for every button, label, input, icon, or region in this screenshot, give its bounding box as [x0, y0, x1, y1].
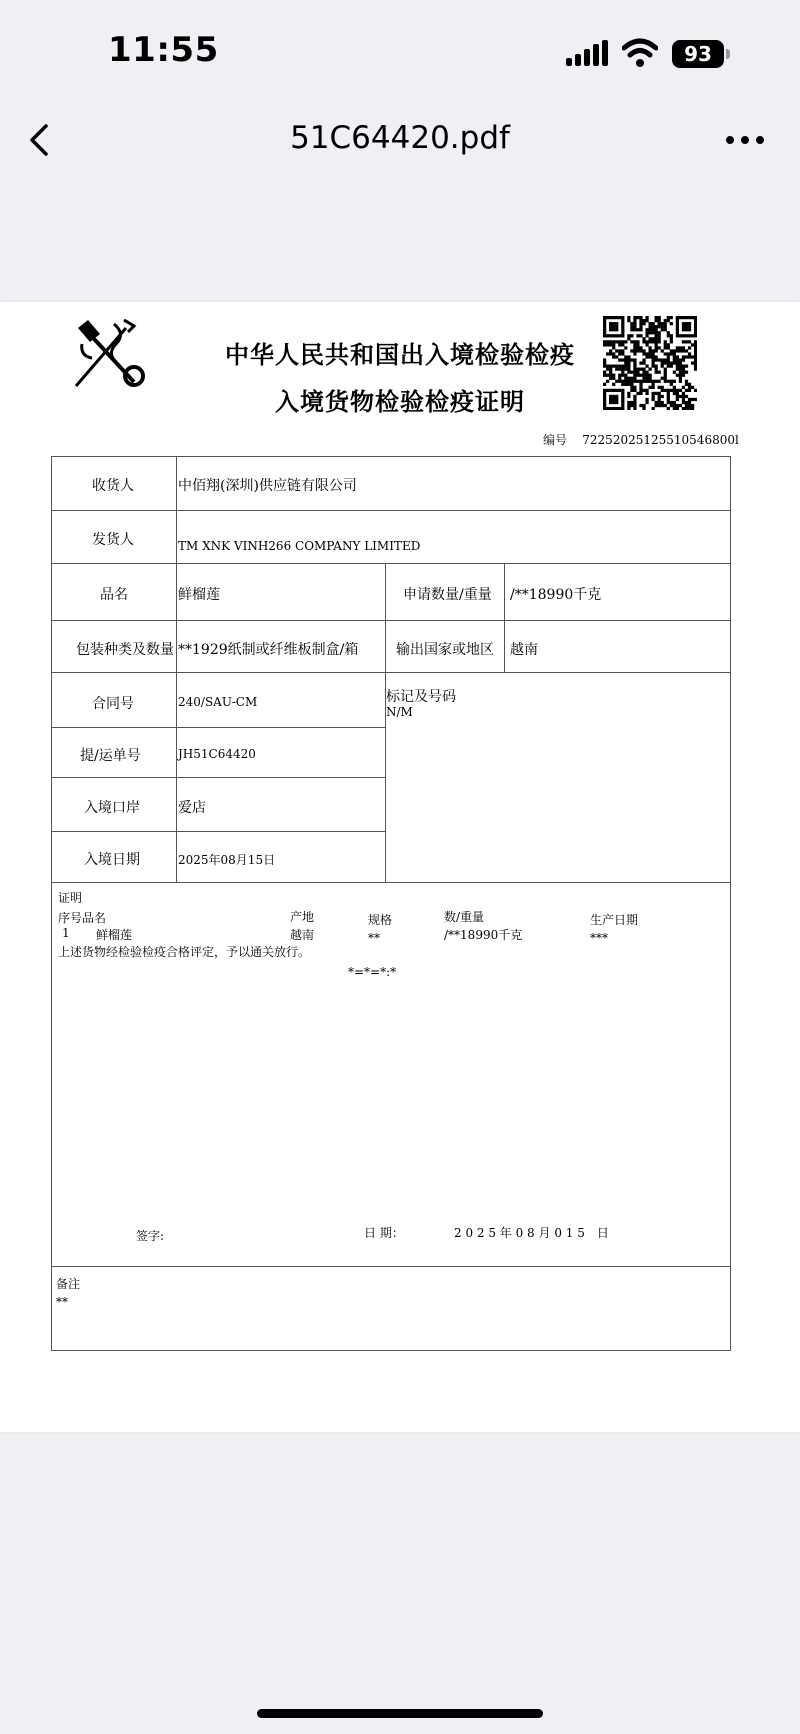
col-no-name: 序号品名: [58, 911, 107, 925]
col-origin: 产地: [290, 910, 315, 924]
item-spec: **: [368, 931, 380, 945]
more-options-icon[interactable]: [724, 128, 766, 152]
back-chevron-icon[interactable]: [26, 120, 56, 160]
consignee-value: 中佰翔(深圳)供应链有限公司: [178, 478, 357, 494]
remarks-label: 备注: [56, 1277, 81, 1291]
packing-value: **1929纸制或纤维板制盒/箱: [178, 642, 359, 658]
marks-label: 标记及号码: [386, 689, 456, 705]
cellular-signal-icon: [566, 40, 610, 68]
consignor-value: TM XNK VINH266 COMPANY LIMITED: [178, 539, 421, 553]
document-heading-line2: 入境货物检验检疫证明: [275, 387, 525, 416]
item-number: 1: [62, 926, 70, 940]
product-value: 鲜榴莲: [178, 587, 220, 603]
item-origin: 越南: [290, 928, 315, 942]
col-production-date: 生产日期: [590, 913, 639, 927]
certificate-number: [543, 431, 739, 448]
origin-label: 输出国家或地区: [396, 642, 494, 658]
packing-label: 包装种类及数量: [76, 642, 174, 658]
consignee-label: 收货人: [92, 478, 134, 494]
certificate-number-value: 72252025125510546800l: [582, 433, 739, 447]
document-title: 51C64420.pdf: [290, 120, 510, 156]
contract-value: 240/SAU-CM: [178, 695, 258, 709]
contract-label: 合同号: [92, 696, 134, 712]
port-value: 爱店: [178, 800, 206, 816]
inspection-table: [51, 456, 731, 1351]
quantity-value: /**18990千克: [510, 587, 602, 603]
bill-of-lading-value: JH51C64420: [178, 747, 256, 761]
signature-date-label: 日 期：: [364, 1226, 404, 1240]
entry-date-label: 入境日期: [84, 852, 140, 868]
col-spec: 规格: [368, 913, 393, 927]
item-production-date: ***: [590, 931, 608, 945]
home-indicator[interactable]: [257, 1709, 543, 1718]
signature-date: 2 0 2 5 年 0 8 月 0 1 5 日: [454, 1226, 609, 1240]
wifi-icon: [622, 38, 658, 68]
signature-label: 签字:: [136, 1229, 165, 1243]
marks-value: N/M: [386, 705, 413, 719]
origin-value: 越南: [510, 642, 538, 658]
bill-of-lading-label: 提/运单号: [80, 748, 141, 764]
item-name: 鲜榴莲: [96, 928, 133, 942]
status-time: 11:55: [108, 30, 219, 70]
port-label: 入境口岸: [84, 800, 140, 816]
quantity-label: 申请数量/重量: [403, 587, 492, 603]
document-heading-line1: 中华人民共和国出入境检验检疫: [225, 340, 575, 369]
certificate-number-label: 编号: [543, 433, 568, 447]
product-label: 品名: [100, 587, 128, 603]
entry-date-value: 2025年08月15日: [178, 853, 276, 867]
certification-label: 证明: [58, 891, 83, 905]
item-quantity: /**18990千克: [444, 928, 523, 942]
consignor-label: 发货人: [92, 532, 134, 548]
col-quantity: 数/重量: [444, 910, 485, 924]
battery-icon: [672, 40, 730, 68]
battery-level: 93: [672, 40, 724, 68]
remarks-value: **: [56, 1295, 68, 1309]
end-mark: *=*=*:*: [348, 965, 397, 979]
qr-code-icon: [603, 316, 697, 410]
clearance-statement: 上述货物经检验检疫合格评定，予以通关放行。: [58, 945, 311, 959]
